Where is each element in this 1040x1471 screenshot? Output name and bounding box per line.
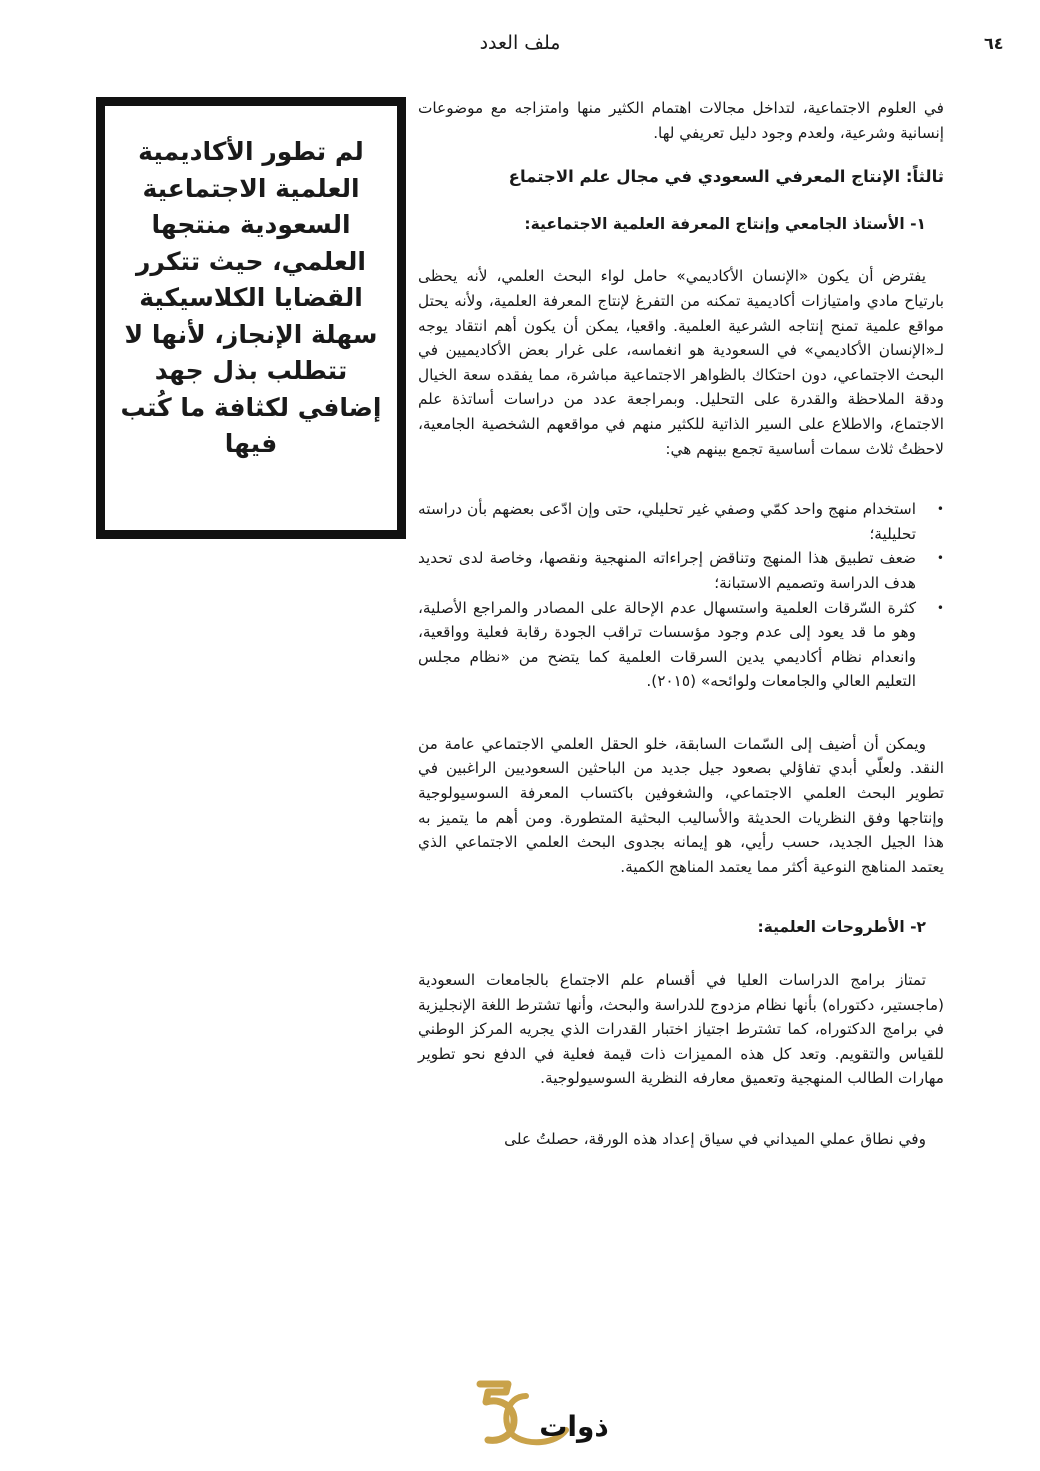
dhawat-logo-mark <box>470 1378 610 1450</box>
bullet-list <box>418 497 944 694</box>
paragraph-4: وفي نطاق عملي الميداني في سياق إعداد هذه الورقة، حصلتُ على <box>504 1130 926 1148</box>
list-item: • استخدام منهج واحد كمّي وصفي غير تحليلي، حتى وإن ادّعى بعضهم بأن دراسته تحليلية؛ <box>418 497 944 546</box>
paragraph-3: تمتاز برامج الدراسات العليا في أقسام علم الاجتماع بالجامعات السعودية (ماجستير، دكتوراه) بأنها نظام مزدوج للدراسة والبحث، وأنها تشترط اللغة الإنجليزية في برامج الدكتوراه، كما تشترط اجتياز اختبار القدرات الذي يجريه المركز الوطني للقياس والتقويم. وتعد كل هذه المميزات ذات قيمة فعلية في الدفع نحو تطوير مهارات الطالب المنهجية وتعميق معارفه النظرية السوسيولوجية. <box>418 971 944 1088</box>
subheading-2: ٢- الأطروحات العلمية: <box>757 918 926 937</box>
paragraph-2: ويمكن أن أضيف إلى السّمات السابقة، خلو الحقل العلمي الاجتماعي عامة من النقد. ولعلّي أبدي تفاؤلي بصعود جيل جديد من الباحثين السعوديين الراغبين في تطوير البحث العلمي الاجتماعي، والشغوفين باكتساب المعرفة السوسيولوجية وإنتاجها وفق النظريات الحديثة والأساليب البحثية المتطورة. ومن أهم ما يتميز به هذا الجيل الجديد، حسب رأيي، هو إيمانه بجدوى البحث العلمي الاجتماعي الذي يعتمد المناهج النوعية أكثر مما يعتمد المناهج الكمية. <box>418 734 944 876</box>
page-number: ٦٤ <box>984 34 1004 53</box>
article-body <box>418 96 944 1152</box>
pullquote-text: لم تطور الأكاديمية العلمية الاجتماعية السعودية منتجها العلمي، حيث تتكرر القضايا الكلاسيكية سهلة الإنجاز، لأنها لا تتطلب بذل جهد إضافي لكثافة ما كُتب فيها <box>120 137 382 458</box>
paragraph-1: يفترض أن يكون «الإنسان الأكاديمي» حامل لواء البحث العلمي، لأنه يحظى بارتياح مادي وامتيازات أكاديمية تمكنه من التفرغ لإنتاج المعرفة العلمية، ولأنه يحتل مواقع علمية تمنح إنتاجه الشرعية العلمية. واقعيا، يمكن أن يكون أهم انتقاد يوجه لـ«الإنسان الأكاديمي» في السعودية هو انغماسه، على غرار بعض الأكاديميين في البحث الاجتماعي، دون احتكاك بالظواهر الاجتماعية مباشرة، مما يفقده سعة الخيال ودقة الملاحظة والقدرة على التحليل. وبمراجعة عدد من دراسات أساتذة علم الاجتماع، والاطلاع على السير الذاتية للكثير منهم في مواقعهم الشخصية الجامعية، لاحظتُ ثلاث سمات أساسية تجمع بينهم هي: <box>418 267 944 458</box>
list-item: • ضعف تطبيق هذا المنهج وتناقض إجراءاته المنهجية ونقصها، وخاصة لدى تحديد هدف الدراسة وتصميم الاستبانة؛ <box>418 546 944 595</box>
section-title: ملف العدد <box>479 32 561 54</box>
pullquote-box <box>96 97 406 539</box>
logo-wordmark: ذوات <box>539 1410 609 1443</box>
subheading-1: ١- الأستاذ الجامعي وإنتاج المعرفة العلمية الاجتماعية: <box>524 214 926 233</box>
list-item: • كثرة السّرقات العلمية واستسهال عدم الإحالة على المصادر والمراجع الأصلية، وهو ما قد يعود إلى عدم وجود مؤسسات تراقب الجودة رقابة فعلية وواقعية، وانعدام نظام أكاديمي يدين السرقات العلمية كما يتضح من «نظام مجلس التعليم العالي والجامعات ولوائحه» (٢٠١٥). <box>418 596 944 694</box>
section-heading: ثالثاً: الإنتاج المعرفي السعودي في مجال علم الاجتماع <box>508 167 944 187</box>
intro-paragraph: في العلوم الاجتماعية، لتداخل مجالات اهتمام الكثير منها وامتزاجه مع موضوعات إنسانية وشرعية، ولعدم وجود دليل تعريفي لها. <box>418 99 944 142</box>
dhawat-logo <box>470 1378 610 1450</box>
